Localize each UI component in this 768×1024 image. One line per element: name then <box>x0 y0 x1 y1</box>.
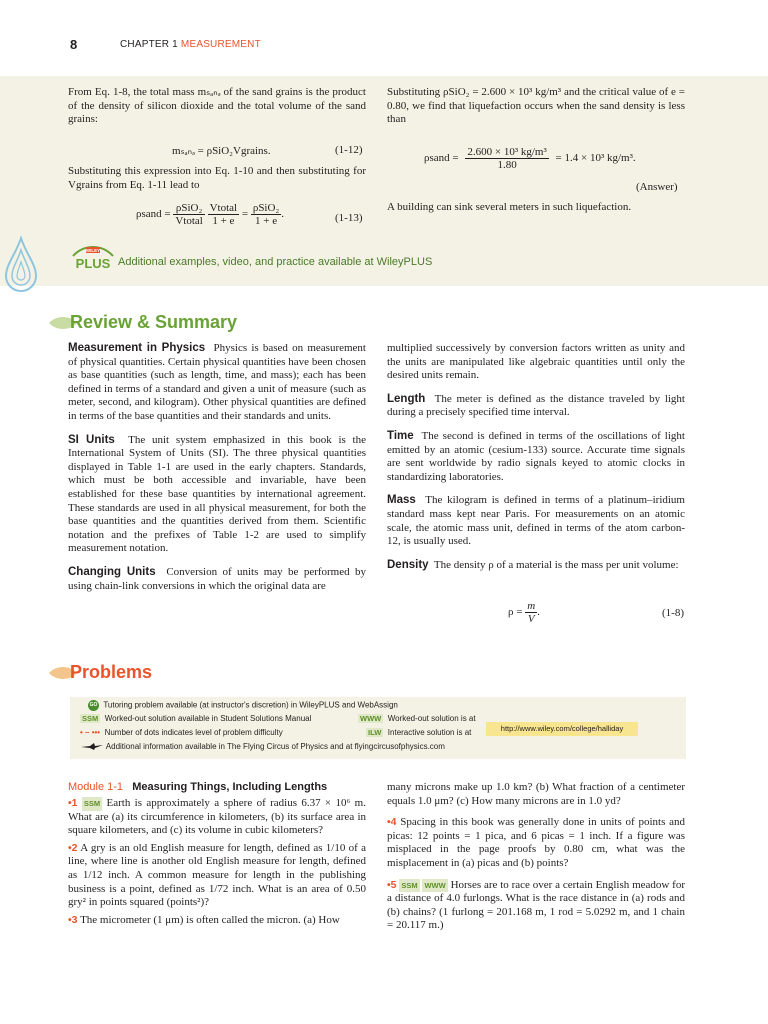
review-body-si-units: The unit system emphasized in this book is the International System of Units (SI). The three physical quantities displayed in Table 1-1 are used in the early chapters. Standards, which must be both accessible and invariable, have been established for these base quantities by international agreement. These standards are used in all physical measurement, for both the base quantities and the quantities derived from them. Scientific notation and the prefixes of Table 1-2 are used to simplify measurement notation. <box>68 433 366 555</box>
equation-number-1-12: (1-12) <box>335 144 363 156</box>
problem-number: •4 <box>387 816 397 829</box>
problem-1 <box>68 797 366 838</box>
eq13-mid: = <box>241 208 249 221</box>
problems-left-column <box>68 781 366 931</box>
key-www-text: Worked-out solution is at <box>387 714 476 723</box>
sample-right-column <box>387 86 685 127</box>
key-www-row <box>358 714 476 723</box>
eq13-f2-bot: 1 + e <box>212 215 235 227</box>
density-lhs: ρ = <box>508 606 523 619</box>
problems-right-column <box>387 781 685 937</box>
key-flying-row <box>80 742 445 751</box>
www-badge: WWW <box>360 714 382 723</box>
problem-number: •2 <box>68 841 78 854</box>
sample-left-column <box>68 86 366 127</box>
problem-number: •1 <box>68 797 78 809</box>
plus-logo-label: PLUS <box>75 256 111 270</box>
review-right-column <box>387 342 685 582</box>
review-head-si-units: SI Units <box>68 433 115 446</box>
sample-para-mass: From Eq. 1-8, the total mass mₛₐₙₔ of the sand grains is the product of the density of silicon dioxide and the total volume of the sand grains: <box>68 86 366 126</box>
problem-2 <box>68 842 366 910</box>
problem-number: •5 <box>387 878 397 891</box>
equation-1-12: mₛₐₙₔ = ρSiO₂Vgrains. <box>172 145 271 157</box>
key-ilw-row <box>366 728 471 737</box>
density-end: . <box>537 606 540 619</box>
chapter-label <box>120 39 261 50</box>
key-dots-text: Number of dots indicates level of problem difficulty <box>104 728 283 737</box>
chapter-title: MEASUREMENT <box>180 39 261 50</box>
rho-sand-frac <box>465 146 548 171</box>
flying-circus-icon <box>80 742 104 751</box>
sample-para-substituting: Substituting ρSiO₂ = 2.600 × 10³ kg/m³ and the critical value of e = 0.80, we find that liquefaction occurs when the sand density is less than <box>387 86 685 126</box>
review-cont: multiplied successively by conversion factors written as unity and the units are manipulated like algebraic quantities until only the desired units remain. <box>387 342 685 382</box>
review-head-time: Time <box>387 429 414 442</box>
eq13-end: . <box>281 208 285 221</box>
module-heading <box>68 781 366 793</box>
review-body-changing-units: Conversion of units may be performed by using chain-link conversions in which the original data are <box>68 565 366 592</box>
rho-sand-top: 2.600 × 10³ kg/m³ <box>467 146 547 158</box>
eq13-f3-bot: 1 + e <box>255 215 278 227</box>
answer-label: (Answer) <box>636 181 678 193</box>
review-summary-heading <box>48 312 237 333</box>
key-go-row <box>88 700 398 711</box>
problem-text: The micrometer (1 μm) is often called the micron. (a) How <box>80 913 340 926</box>
review-head-mass: Mass <box>387 494 416 507</box>
review-head-length: Length <box>387 392 426 405</box>
density-bot: V <box>527 613 535 625</box>
eq13-f3-top: ρSiO₂ <box>252 202 280 214</box>
eq13-f2-top: Vtotal <box>209 202 238 214</box>
review-measurement <box>68 342 366 424</box>
review-body-measurement: Physics is based on measurement of physical quantities. Certain physical quantities have been chosen as base quantities (such as length, time, and mass); each has been defined in terms of a standard and given a unit of measure (such as meter, second, and kilogram). Other physical quantities are defined in terms of the base quantities and their standards and units. <box>68 342 366 422</box>
equation-number-1-8: (1-8) <box>662 607 684 619</box>
sample-para-substitute: Substituting this expression into Eq. 1-10 and then substituting for Vgrains from Eq. 1-11 lead to <box>68 165 366 191</box>
review-density <box>387 559 685 573</box>
ssm-badge: SSM <box>399 879 419 893</box>
eq13-lhs: ρsand = <box>136 208 171 221</box>
ssm-badge: SSM <box>82 797 102 811</box>
review-si-units <box>68 434 366 556</box>
sample-para-building: A building can sink several meters in such liquefaction. <box>387 201 632 213</box>
problem-text: A gry is an old English measure for length, defined as 1/10 of a line, where line is another old English measure for length, defined as 1/12 inch. A common measure for length in the publishing business is a point, defined as 1/72 inch. What is an area of 0.50 gry² in points squared (points²)? <box>68 841 366 909</box>
page-number: 8 <box>70 37 78 52</box>
chapter-prefix: CHAPTER 1 <box>120 39 178 50</box>
rho-sand-bot: 1.80 <box>497 159 517 171</box>
equation-density <box>508 600 540 625</box>
problems-title: Problems <box>70 662 153 682</box>
problem-text: Horses are to race over a certain English meadow for a distance of 4.0 furlongs. What is the race distance in (a) rods and (b) chains? (1 furlong = 201.168 m, 1 rod = 5.0292 m, and 1 chain = 20.117 m.) <box>387 878 686 932</box>
module-number: Module 1-1 <box>68 781 124 793</box>
review-summary-title: Review & Summary <box>70 312 238 332</box>
review-left-column <box>68 342 366 603</box>
problem-number: •3 <box>68 913 78 926</box>
eq13-f1-top: ρSiO₂ <box>173 202 205 215</box>
review-changing-units <box>68 566 366 593</box>
www-badge: WWW <box>422 879 447 893</box>
review-head-density: Density <box>387 558 429 571</box>
eq13-frac-2 <box>208 202 240 227</box>
wileyplus-text: Additional examples, video, and practice available at WileyPLUS <box>118 256 433 268</box>
key-flying-text: Additional information available in The Flying Circus of Physics and at flyingcircusofphysics.com <box>105 742 445 751</box>
key-dots-row <box>80 728 283 737</box>
problem-text: Spacing in this book was generally done in units of points and picas: 12 points = 1 pica, and 6 picas = 1 inch. If a figure was misplaced in the page proofs by 0.80 cm, what was the misplacement in (a) picas and (b) points? <box>387 816 686 869</box>
equation-rho-sand <box>424 146 636 171</box>
ilw-badge: ILW <box>368 728 382 737</box>
review-time <box>387 430 685 484</box>
rho-sand-rhs: = 1.4 × 10³ kg/m³. <box>555 152 636 165</box>
problem-3 <box>68 914 366 928</box>
halliday-url-link[interactable]: http://www.wiley.com/college/halliday <box>486 722 638 736</box>
key-ilw-text: Interactive solution is at <box>387 728 472 737</box>
problem-3-continued: many microns make up 1.0 km? (b) What fraction of a centimeter equals 1.0 μm? (c) How many microns are in 1.0 yd? <box>387 781 685 807</box>
sample-right-column-2 <box>387 201 685 215</box>
droplet-icon <box>4 236 38 296</box>
review-body-density: The density ρ of a material is the mass per unit volume: <box>433 558 679 571</box>
equation-number-1-13: (1-13) <box>335 212 363 224</box>
wileyplus-banner[interactable] <box>70 246 490 272</box>
density-top: m <box>527 600 536 612</box>
review-length <box>387 393 685 420</box>
eq13-f1-bot: Vtotal <box>175 215 203 227</box>
key-ssm-text: Worked-out solution available in Student Solutions Manual <box>104 714 312 723</box>
review-head-measurement: Measurement in Physics <box>68 342 206 354</box>
go-icon: GO <box>88 700 99 711</box>
density-frac <box>525 600 537 625</box>
key-go-text: Tutoring problem available (at instructor's discretion) in WileyPLUS and WebAssign <box>103 700 398 710</box>
review-body-time: The second is defined in terms of the oscillations of light emitted by an atomic (cesium-133) source. Accurate time signals are sent worldwide by radio signals keyed to atomic clocks in standardizing laboratories. <box>387 429 685 483</box>
problem-text: Earth is approximately a sphere of radius 6.37 × 10⁶ m. What are (a) its circumference in kilometers, (b) its surface area in square kilometers, and (c) its volume in cubic kilometers? <box>68 797 366 837</box>
review-body-length: The meter is defined as the distance traveled by light during a precisely specified time interval. <box>387 392 685 419</box>
wiley-mini-label: WILEY <box>85 248 101 253</box>
rho-sand-lhs: ρsand = <box>424 152 459 165</box>
eq13-frac-1 <box>173 202 205 227</box>
ssm-badge: SSM <box>82 714 99 723</box>
dots-marker: • – ••• <box>80 728 101 737</box>
review-body-mass: The kilogram is defined in terms of a platinum–iridium standard mass kept near Paris. For measurements on an atomic scale, the atomic mass unit, defined in terms of the atom carbon-12, is usually used. <box>387 494 685 548</box>
problem-4 <box>387 816 685 870</box>
module-title: Measuring Things, Including Lengths <box>132 781 328 793</box>
problems-heading <box>48 662 152 683</box>
wileyplus-logo-icon <box>70 246 116 270</box>
key-ssm-row <box>80 714 311 723</box>
review-head-changing-units: Changing Units <box>68 565 156 578</box>
problem-5 <box>387 879 685 933</box>
sample-left-column-2 <box>68 165 366 192</box>
review-mass <box>387 494 685 548</box>
eq13-frac-3 <box>251 202 281 227</box>
equation-1-13 <box>136 202 284 227</box>
